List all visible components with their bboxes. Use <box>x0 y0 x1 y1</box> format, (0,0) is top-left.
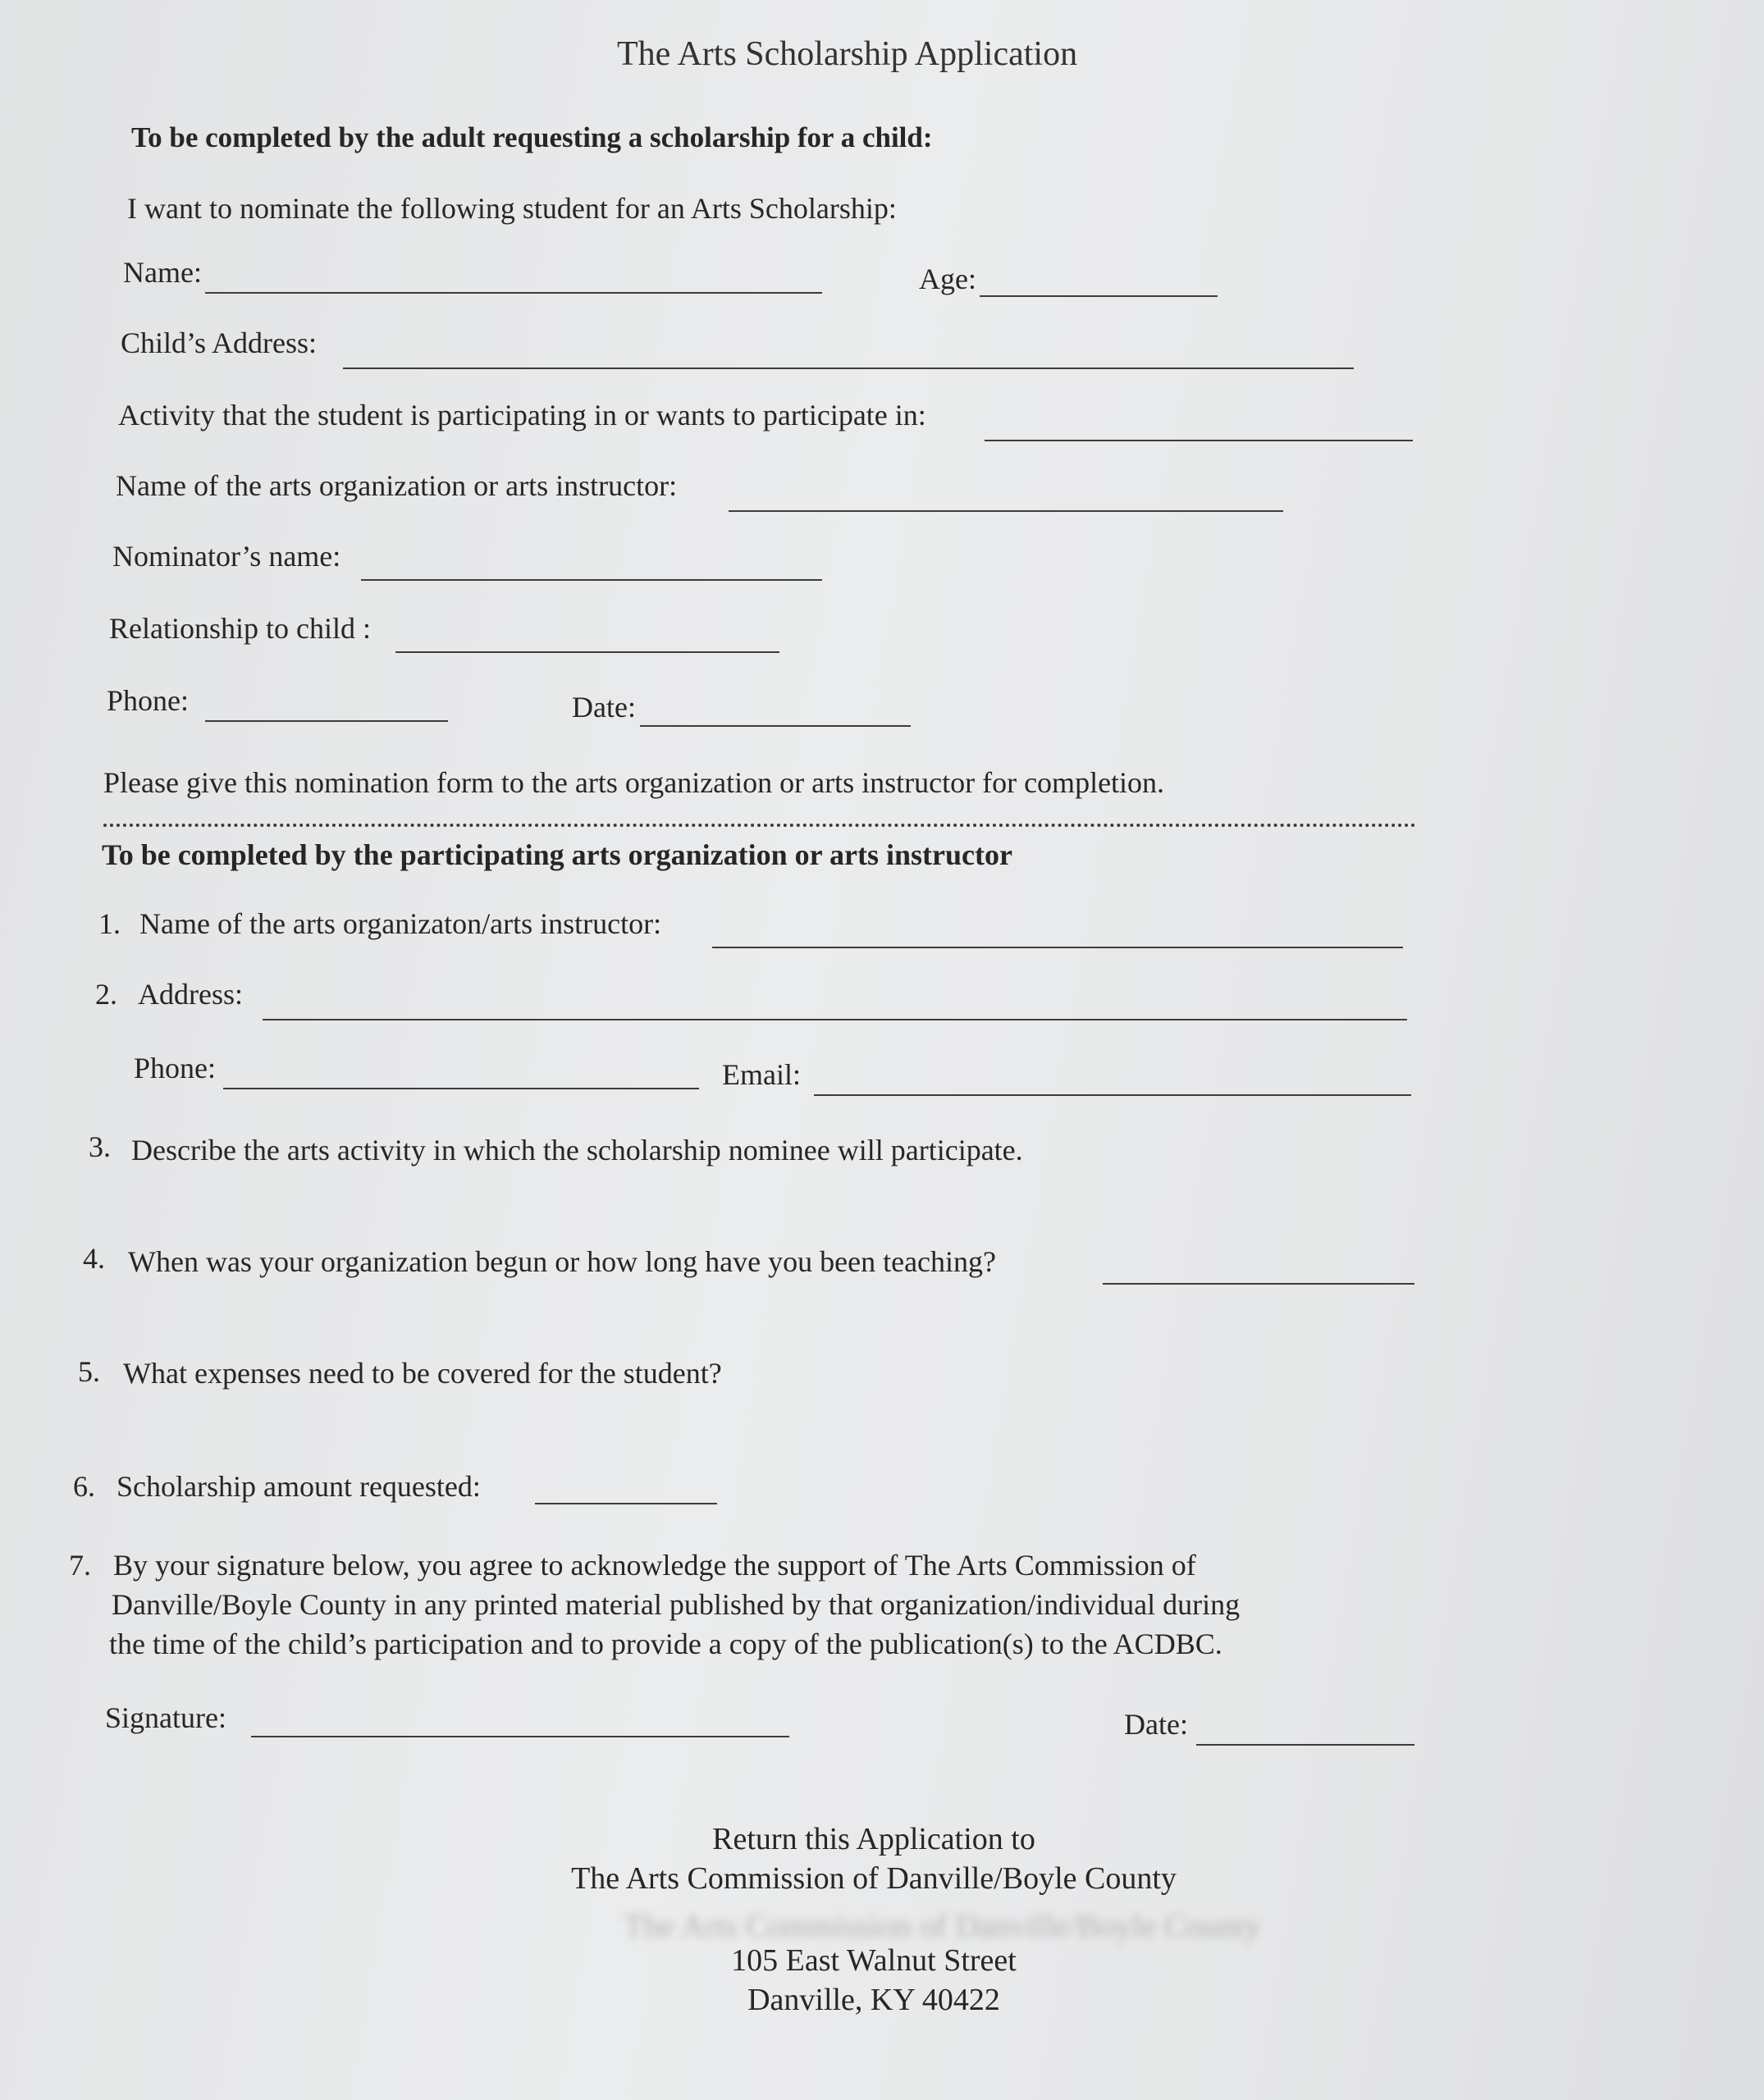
item-number-3: 3. <box>89 1130 111 1163</box>
nominator-field[interactable] <box>361 579 822 581</box>
child-address-field[interactable] <box>343 368 1354 369</box>
age-label: Age: <box>919 262 976 295</box>
org-years-field[interactable] <box>1103 1283 1414 1285</box>
org-name-field[interactable] <box>729 510 1283 512</box>
org-instructor-name-field[interactable] <box>712 947 1403 948</box>
phone-label: Phone: <box>107 684 190 717</box>
activity-field[interactable] <box>985 440 1413 441</box>
section1-heading: To be completed by the adult requesting a scholarship for a child: <box>131 121 933 153</box>
item-number-2: 2. <box>95 978 117 1011</box>
footer-obscured-line: The Arts Commission of Danville/Boyle County <box>624 1907 1261 1944</box>
item-number-6: 6. <box>73 1470 95 1503</box>
footer-street: 105 East Walnut Street <box>731 1943 1017 1978</box>
item-number-5: 5. <box>78 1355 100 1388</box>
footer-city: Danville, KY 40422 <box>747 1983 1000 2017</box>
item-number-7: 7. <box>69 1549 91 1582</box>
signature-date-label: Date: <box>1124 1708 1188 1741</box>
item-7-line-2: Danville/Boyle County in any printed material published by that organization/individual during <box>112 1588 1241 1621</box>
phone-field[interactable] <box>205 720 448 722</box>
name-label: Name: <box>123 256 202 289</box>
signature-label: Signature: <box>105 1701 226 1734</box>
section1-instruction: Please give this nomination form to the arts organization or arts instructor for completion. <box>103 766 1165 799</box>
relationship-field[interactable] <box>395 651 779 653</box>
page-title: The Arts Scholarship Application <box>617 35 1078 73</box>
org-email-field[interactable] <box>814 1094 1411 1096</box>
item-2-text: Address: <box>138 978 243 1011</box>
item-7-line-3: the time of the child’s participation and to provide a copy of the publication(s) to the ACDBC. <box>109 1628 1222 1660</box>
org-name-label: Name of the arts organization or arts instructor: <box>116 469 678 502</box>
item-3-text: Describe the arts activity in which the scholarship nominee will participate. <box>131 1134 1023 1166</box>
age-field[interactable] <box>980 295 1218 297</box>
name-field[interactable] <box>205 292 822 294</box>
org-address-field[interactable] <box>263 1019 1407 1020</box>
item-6-text: Scholarship amount requested: <box>117 1470 481 1503</box>
activity-label: Activity that the student is participating in or wants to participate in: <box>118 399 926 431</box>
section1-intro: I want to nominate the following student for an Arts Scholarship: <box>127 192 897 225</box>
date-label: Date: <box>572 691 636 724</box>
footer-return-to: Return this Application to <box>712 1822 1035 1856</box>
item-5-text: What expenses need to be covered for the student? <box>123 1357 722 1390</box>
nominator-label: Nominator’s name: <box>112 540 341 573</box>
relationship-label: Relationship to child : <box>109 612 371 645</box>
signature-field[interactable] <box>251 1736 789 1737</box>
section2-heading: To be completed by the participating arts organization or arts instructor <box>102 838 1012 871</box>
item-7-line-1: By your signature below, you agree to acknowledge the support of The Arts Commission of <box>113 1549 1196 1582</box>
amount-requested-field[interactable] <box>535 1503 717 1504</box>
org-email-label: Email: <box>722 1058 801 1091</box>
child-address-label: Child’s Address: <box>121 326 318 359</box>
org-phone-label: Phone: <box>134 1052 217 1084</box>
signature-date-field[interactable] <box>1196 1744 1414 1746</box>
item-1-text: Name of the arts organizaton/arts instructor: <box>139 907 662 940</box>
date-field[interactable] <box>640 725 911 727</box>
item-number-4: 4. <box>83 1242 105 1275</box>
item-number-1: 1. <box>98 907 121 940</box>
item-4-text: When was your organization begun or how long have you been teaching? <box>128 1245 997 1278</box>
footer-org-name: The Arts Commission of Danville/Boyle County <box>571 1861 1177 1896</box>
org-phone-field[interactable] <box>223 1088 699 1089</box>
section-divider <box>103 824 1416 827</box>
